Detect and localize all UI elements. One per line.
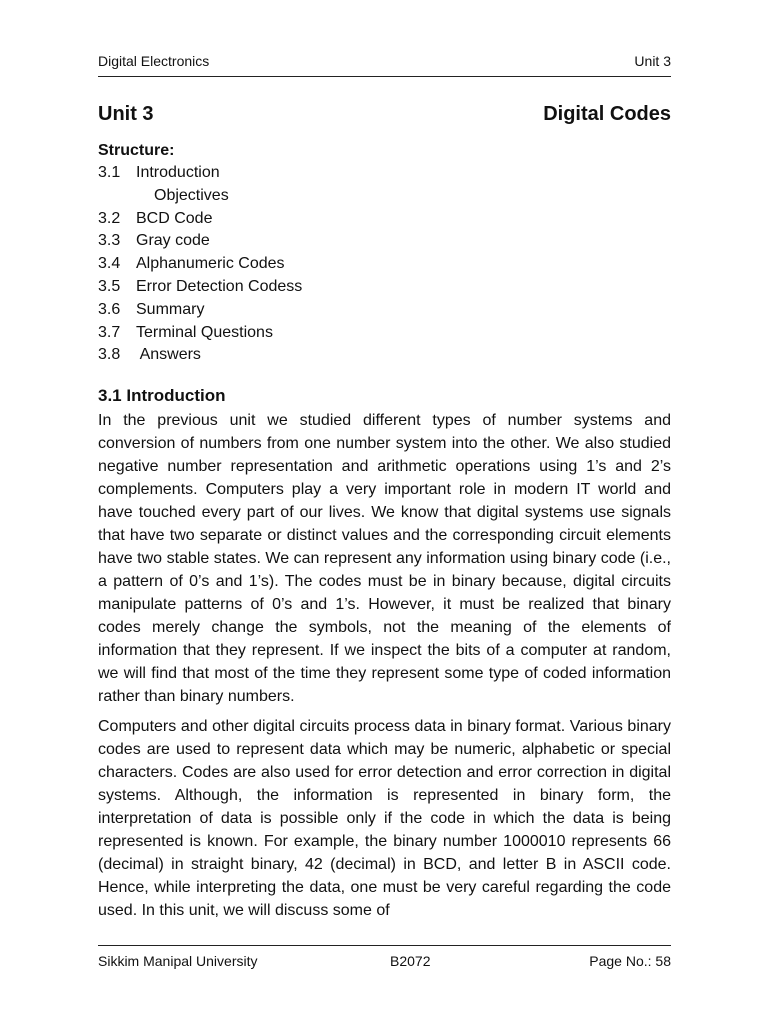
header-course-title: Digital Electronics xyxy=(98,53,210,69)
toc-label: Alphanumeric Codes xyxy=(136,255,285,273)
toc-item xyxy=(98,276,671,299)
toc-number: 3.1 xyxy=(98,164,121,181)
toc-label: BCD Code xyxy=(136,209,213,227)
page-header xyxy=(98,52,671,70)
structure-list xyxy=(98,140,671,367)
toc-label: Introduction xyxy=(136,164,220,181)
toc-label: Error Detection Codess xyxy=(136,277,303,295)
unit-heading xyxy=(98,101,671,127)
toc-number: 3.6 xyxy=(98,300,121,318)
toc-number: 3.5 xyxy=(98,277,121,295)
toc-label: Gray code xyxy=(136,232,210,250)
toc-number: 3.4 xyxy=(98,255,121,273)
header-unit-label: Unit 3 xyxy=(634,53,671,69)
toc-item xyxy=(98,208,671,231)
toc-item xyxy=(98,162,671,185)
toc-number: 3.2 xyxy=(98,209,121,227)
toc-item xyxy=(98,344,671,367)
footer-page-number: Page No.: 58 xyxy=(589,953,671,969)
body-paragraph: In the previous unit we studied different types of number systems and conversion of numbers from one number system into the other. We also studied negative number representation and arithmetic operations using 1’s and 2’s complements. Computers play a very important role in modern IT world and have touched every part of our lives. We know that digital systems use signals that have two separate or distinct values and the corresponding circuit elements have two stable states. We can represent any information using binary code (i.e., a pattern of 0’s and 1’s). The codes must be in binary because, digital circuits manipulate patterns of 0’s and 1’s. However, it must be realized that binary codes merely change the symbols, not the meaning of the elements of information that they represent. If we inspect the bits of a computer at random, we will find that most of the time they represent some type of coded information rather than binary numbers. xyxy=(98,412,671,705)
footer-university: Sikkim Manipal University xyxy=(98,953,258,969)
unit-label: Unit 3 xyxy=(98,103,154,125)
toc-item xyxy=(98,299,671,322)
header-divider xyxy=(98,76,671,77)
section-heading: 3.1 Introduction xyxy=(98,386,226,405)
toc-label: Terminal Questions xyxy=(136,323,273,341)
toc-item xyxy=(98,322,671,345)
footer-divider xyxy=(98,945,671,946)
toc-number: 3.3 xyxy=(98,232,121,250)
toc-number: 3.7 xyxy=(98,323,121,341)
unit-title: Digital Codes xyxy=(543,103,671,125)
body-paragraph: Computers and other digital circuits process data in binary format. Various binary codes are used to represent data which may be numeric, alphabetic or special characters. Codes are also used for error detection and error correction in digital systems. Although, the information is represented in binary form, the interpretation of data is possible only if the code in which the data is being represented is known. For example, the binary number 1000010 represents 66 (decimal) in straight binary, 42 (decimal) in BCD, and letter B in ASCII code. Hence, while interpreting the data, one must be very careful regarding the code used. In this unit, we will discuss some of xyxy=(98,718,671,919)
structure-label: Structure: xyxy=(98,142,175,159)
toc-number: 3.8 xyxy=(98,346,121,364)
toc-label: Answers xyxy=(136,346,201,364)
footer-course-code: B2072 xyxy=(390,953,431,969)
toc-item xyxy=(98,253,671,276)
toc-subitem: Objectives xyxy=(154,186,229,204)
page-footer xyxy=(98,952,671,970)
toc-label: Summary xyxy=(136,300,205,318)
toc-item xyxy=(98,230,671,253)
